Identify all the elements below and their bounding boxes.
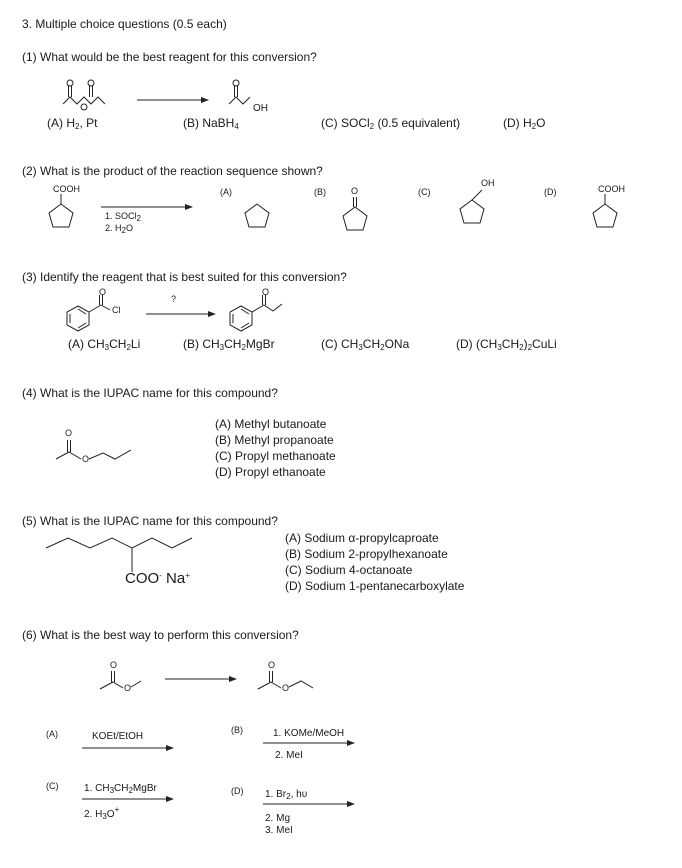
q2-alcohol-oh-label: OH <box>481 178 495 188</box>
q6-option-d-arrow <box>263 800 355 808</box>
q6-product-ester-o: O <box>282 683 290 693</box>
q5-carboxylate-label: COO- Na+ <box>125 570 190 587</box>
q6-question: (6) What is the best way to perform this conversion? <box>22 628 299 642</box>
q1-question: (1) What would be the best reagent for this conversion? <box>22 50 317 64</box>
q6-option-c-step1: 1. $CH_3CH_2MgBr$ <box>84 783 157 795</box>
q1-option-a: (A) $H_2$, Pt <box>47 116 98 131</box>
q2-choice-a-cyclopentane <box>242 202 272 230</box>
q2-choice-c-cyclopentylmethanol <box>456 186 490 230</box>
q6-option-a-reagent: KOEt/EtOH <box>92 731 144 742</box>
q2-choice-d-cooh-label: COOH <box>598 184 625 194</box>
q6-option-b-arrow <box>263 739 355 747</box>
q5-option-b: (B) Sodium 2-propylhexanoate <box>285 547 448 561</box>
q1-ethanol-structure <box>226 80 256 110</box>
q5-option-a: (A) Sodium α-propylcaproate <box>285 531 439 545</box>
q6-start-ester-o: O <box>124 683 132 693</box>
q2-step2: 2. $H_2O$ <box>105 223 133 235</box>
q6-option-d-step1: 1. $Br_2$, hυ <box>265 789 308 801</box>
q5-option-d: (D) Sodium 1-pentanecarboxylate <box>285 579 465 593</box>
q1-reaction-arrow <box>137 96 209 104</box>
q2-reaction-arrow <box>101 203 193 211</box>
q6-option-b-letter: (B) <box>231 725 243 735</box>
section-heading: 3. Multiple choice questions (0.5 each) <box>22 17 227 31</box>
q4-option-d: (D) Propyl ethanoate <box>215 465 326 479</box>
q3-option-a: (A) $CH_3CH_2Li$ <box>68 337 141 352</box>
q3-arrow-question-mark: ? <box>171 294 177 304</box>
q2-step1: 1. SOCl$_2$ <box>105 211 141 223</box>
q3-chloride-label: Cl <box>112 305 121 315</box>
q3-option-d: (D) $(CH_3CH_2)_2CuLi$ <box>456 337 557 352</box>
q6-option-c-letter: (C) <box>46 781 59 791</box>
q6-option-b-step1: 1. KOMe/MeOH <box>273 728 345 739</box>
q2-choice-a-letter: (A) <box>220 187 232 197</box>
q6-methyl-acetate-structure <box>97 668 147 698</box>
q2-question: (2) What is the product of the reaction sequence shown? <box>22 164 323 178</box>
q3-start-carbonyl-o: O <box>99 287 107 297</box>
q2-choice-b-letter: (B) <box>314 187 326 197</box>
q4-option-c: (C) Propyl methanoate <box>215 449 336 463</box>
q3-question: (3) Identify the reagent that is best suited for this conversion? <box>22 270 347 284</box>
q5-question: (5) What is the IUPAC name for this compound? <box>22 514 278 528</box>
q1-oh-label: OH <box>253 103 268 114</box>
q2-choice-c-letter: (C) <box>418 187 431 197</box>
q3-reaction-arrow <box>146 310 216 318</box>
q6-option-d-letter: (D) <box>231 786 244 796</box>
q6-option-a-arrow <box>82 744 174 752</box>
q2-choice-d-cyclopentane-acid <box>588 194 622 234</box>
q4-carbonyl-o: O <box>65 428 73 438</box>
q3-option-b: (B) $CH_3CH_2MgBr$ <box>183 337 275 352</box>
q4-propyl-ethanoate-structure <box>53 437 143 467</box>
q3-benzoyl-chloride-structure <box>64 294 134 336</box>
q3-product-carbonyl-o: O <box>262 287 270 297</box>
q2-choice-d-letter: (D) <box>544 187 557 197</box>
q1-anhydride-structure <box>60 80 120 115</box>
q6-option-d-step3: 3. MeI <box>265 825 293 836</box>
q1-option-d: (D) $H_2O$ <box>503 116 546 131</box>
q6-option-d-step2: 2. Mg <box>265 813 291 824</box>
q4-ester-o: O <box>82 454 90 464</box>
q2-start-cyclopentane-acid <box>44 194 78 234</box>
q5-option-c: (C) Sodium 4-octanoate <box>285 563 413 577</box>
q4-option-b: (B) Methyl propanoate <box>215 433 334 447</box>
q6-option-c-arrow <box>82 795 174 803</box>
q3-option-c: (C) $CH_3CH_2ONa$ <box>321 337 410 352</box>
q6-product-carbonyl-o: O <box>268 660 276 670</box>
q2-ketone-o-label: O <box>351 186 359 196</box>
q1-option-c: (C) SOCl$_2$ (0.5 equivalent) <box>321 116 461 131</box>
q1-option-b: (B) NaBH$_4$ <box>183 116 239 131</box>
q6-reaction-arrow <box>165 675 237 683</box>
q2-start-cooh-label: COOH <box>53 184 80 194</box>
q6-option-c-step2: 2. $H_3O^+$ <box>84 805 120 821</box>
q4-option-a: (A) Methyl butanoate <box>215 417 327 431</box>
q2-choice-b-cyclopentanone <box>340 197 370 233</box>
q6-option-b-step2: 2. MeI <box>275 750 303 761</box>
q3-propiophenone-structure <box>227 294 297 336</box>
q4-question: (4) What is the IUPAC name for this compound? <box>22 386 278 400</box>
q5-sodium-propylhexanoate-structure <box>44 530 194 575</box>
q6-option-a-letter: (A) <box>46 729 58 739</box>
q6-start-carbonyl-o: O <box>110 660 118 670</box>
